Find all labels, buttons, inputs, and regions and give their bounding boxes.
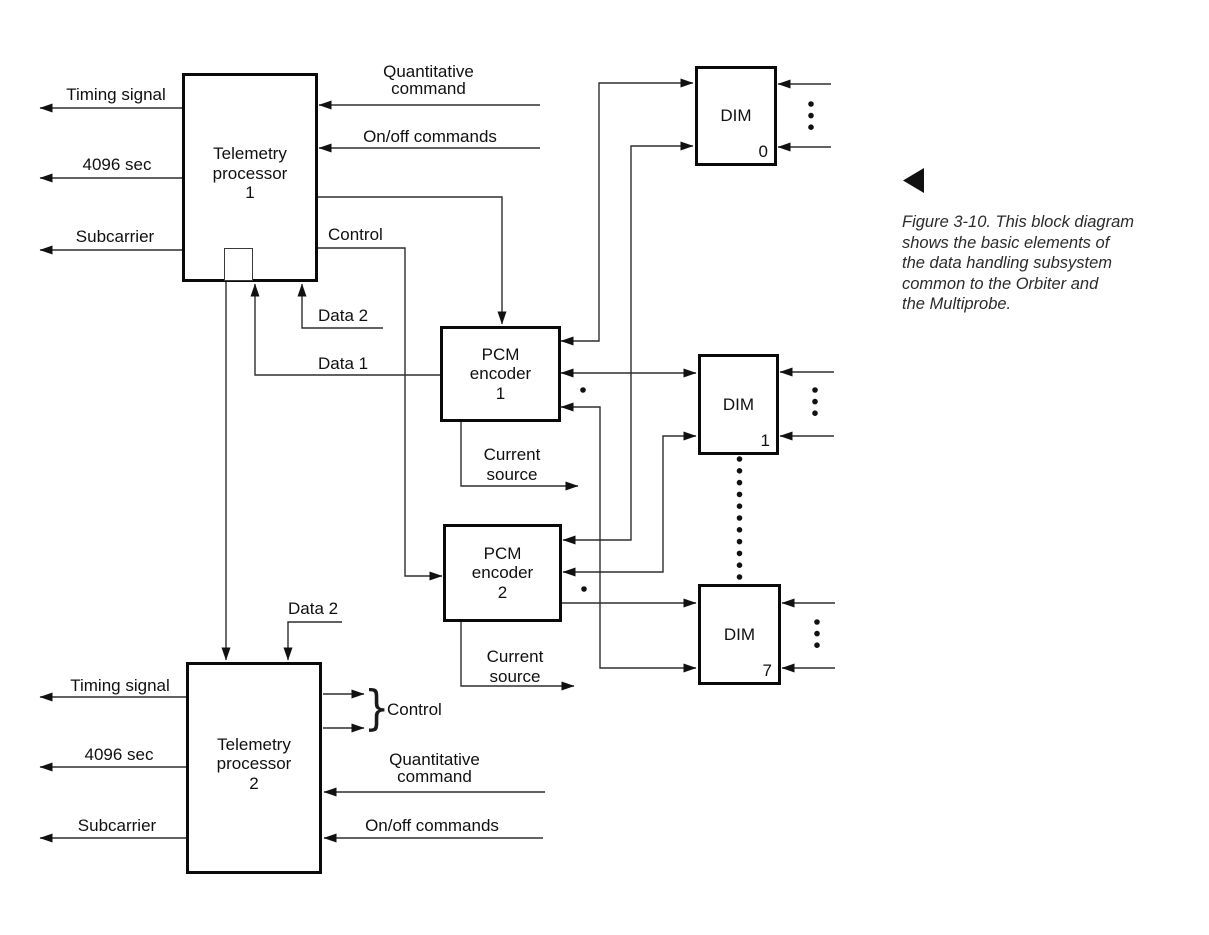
tp2-control-label: Control [387,700,442,719]
pcm2-dim1-line [563,436,696,572]
pcm1-label-line1: PCM [481,344,520,364]
dim7-index: 7 [762,661,772,680]
pcm1-current-source-label [460,445,564,485]
tp1-quantitative-command-label [366,63,491,97]
pcm2-label-line2: encoder [471,563,534,583]
tp2-label-line1: Telemetry [217,734,291,754]
pcm2-current-source-label [463,647,567,687]
pcm1-current-line1: Current [483,445,541,464]
tp1-to-pcm1-line [316,197,502,324]
tp1-label-line2: processor [212,163,288,183]
dim7-title: DIM [723,624,756,644]
telemetry-processor-2-box [186,662,322,874]
pcm2-label-line1: PCM [483,543,522,563]
dim-0-box [695,66,777,166]
dim-7-box [698,584,781,685]
tp1-quant-line1: Quantitative [383,62,474,81]
pcm1-dim0-line [561,83,693,341]
tp1-label-line3: 1 [245,183,255,203]
tp1-timing-signal-label: Timing signal [66,85,166,104]
pcm1-label-line3: 1 [495,383,506,403]
pcm2-current-line1: Current [486,647,544,666]
pcm-encoder-2-box [443,524,562,622]
pcm1-tap-dot [580,387,586,393]
tp1-4096-sec-label: 4096 sec [82,155,152,174]
pcm1-dim7-line [561,407,696,668]
pcm2-label-line3: 2 [497,582,508,602]
tp2-data2-line [288,622,342,660]
pcm2-dim0-line [563,146,693,540]
caption-line-3: the data handling subsystem [902,254,1113,273]
dim-1-box [698,354,779,455]
tp2-label-line2: processor [216,754,292,774]
tp1-control-label: Control [328,225,383,244]
dim0-title: DIM [720,106,752,126]
dim1-index: 1 [760,431,770,450]
figure-caption [902,212,1202,315]
tp2-timing-signal-label: Timing signal [70,676,170,695]
tp2-onoff-commands-label: On/off commands [365,816,499,835]
caption-pointer-icon [903,168,924,193]
tp1-subcarrier-label: Subcarrier [75,227,155,246]
tp1-quant-line2: command [391,79,466,98]
pcm1-label-line2: encoder [469,364,532,384]
caption-line-5: the Multiprobe. [902,295,1012,314]
pcm-encoder-1-box [440,326,561,422]
tp2-subcarrier-label: Subcarrier [77,816,157,835]
tp2-label-line3: 2 [249,773,259,793]
tp1-control-to-pcm2-line [316,248,442,576]
tp1-data2-label: Data 2 [318,306,369,325]
pcm2-current-line2: source [489,667,541,686]
tp1-label-line1: Telemetry [213,144,287,164]
tp2-control-brace: } [364,681,390,736]
dim1-title: DIM [722,394,755,414]
tp1-onoff-commands-label: On/off commands [363,127,497,146]
caption-line-2: shows the basic elements of [902,233,1110,252]
data1-label: Data 1 [318,354,369,373]
pcm1-current-line2: source [486,465,538,484]
tp2-4096-sec-label: 4096 sec [84,745,154,764]
tp1-internal-notch-box [224,248,253,281]
tp2-quantitative-command-label [372,751,497,785]
tp2-data2-label: Data 2 [288,599,339,618]
caption-line-4: common to the Orbiter and [902,274,1099,293]
dim0-index: 0 [758,142,768,161]
pcm2-tap-dot [581,586,587,592]
tp2-quant-line2: command [397,767,472,786]
tp2-quant-line1: Quantitative [389,750,480,769]
caption-line-1: Figure 3-10. This block diagram [902,213,1135,231]
